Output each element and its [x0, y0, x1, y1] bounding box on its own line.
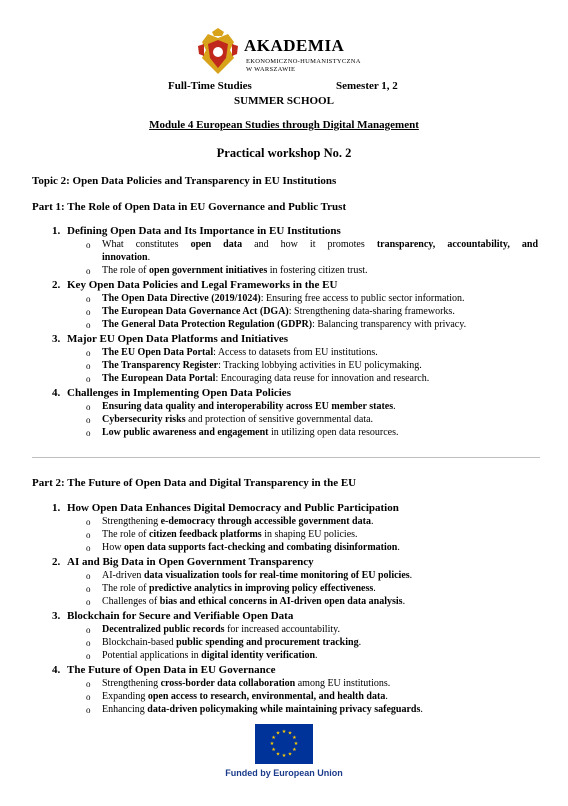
- logo-subtitle-city: W WARSZAWIE: [246, 66, 296, 73]
- p2-s3-b2: Blockchain-based public spending and procurement tracking.: [102, 637, 362, 648]
- p2-s3-num: 3.: [52, 610, 61, 622]
- p1-s3-b1: The EU Open Data Portal: Access to datasets from EU institutions.: [102, 347, 378, 358]
- p1-s3-b2: The Transparency Register: Tracking lobbying activities in EU policymaking.: [102, 360, 422, 371]
- svg-text:★: ★: [275, 730, 281, 737]
- crest-icon: [196, 28, 240, 76]
- bullet-icon: o: [86, 543, 91, 553]
- p2-s1-b2: The role of citizen feedback platforms in shaping EU policies.: [102, 529, 358, 540]
- svg-text:★: ★: [292, 747, 297, 753]
- p2-s2-b1: AI-driven data visualization tools for real-time monitoring of EU policies.: [102, 570, 413, 581]
- p2-s3-b3: Potential applications in digital identity verification.: [102, 650, 318, 661]
- bullet-icon: o: [86, 428, 91, 438]
- bullet-icon: o: [86, 361, 91, 371]
- bullet-icon: o: [86, 638, 91, 648]
- p1-s1-b1: What constitutes open data and how it promotes transparency, accountability, and: [102, 239, 539, 250]
- bullet-icon: o: [86, 584, 91, 594]
- bullet-icon: o: [86, 294, 91, 304]
- p2-s1-b1: Strengthening e-democracy through accessible government data.: [102, 516, 374, 527]
- p1-s4-title: Challenges in Implementing Open Data Policies: [67, 387, 291, 399]
- p2-s2-title: AI and Big Data in Open Government Transparency: [67, 556, 314, 568]
- p1-s1-title: Defining Open Data and Its Importance in EU Institutions: [67, 225, 341, 237]
- bullet-icon: o: [86, 597, 91, 607]
- p2-s4-b2: Expanding open access to research, environmental, and health data.: [102, 691, 388, 702]
- part1-title: Part 1: The Role of Open Data in EU Governance and Public Trust: [32, 201, 347, 213]
- p1-s4-b3: Low public awareness and engagement in utilizing open data resources.: [102, 427, 399, 438]
- p2-s2-num: 2.: [52, 556, 61, 568]
- bullet-icon: o: [86, 307, 91, 317]
- bullet-icon: o: [86, 530, 91, 540]
- bullet-icon: o: [86, 266, 91, 276]
- svg-text:★: ★: [287, 730, 293, 737]
- svg-text:★: ★: [293, 741, 299, 747]
- bullet-icon: o: [86, 320, 91, 330]
- bullet-icon: o: [86, 517, 91, 527]
- p2-s1-title: How Open Data Enhances Digital Democracy and Public Participation: [67, 502, 399, 514]
- p1-s4-b1: Ensuring data quality and interoperability across EU member states.: [102, 401, 396, 412]
- p2-s4-num: 4.: [52, 664, 61, 676]
- bullet-icon: o: [86, 571, 91, 581]
- bullet-icon: o: [86, 374, 91, 384]
- p1-s2-b1: The Open Data Directive (2019/1024): Ensuring free access to public sector information.: [102, 293, 465, 304]
- topic-title: Topic 2: Open Data Policies and Transparency in EU Institutions: [32, 175, 337, 187]
- bullet-icon: o: [86, 348, 91, 358]
- p1-s3-title: Major EU Open Data Platforms and Initiatives: [67, 333, 289, 345]
- bullet-icon: o: [86, 240, 91, 250]
- eu-flag-icon: [255, 724, 313, 764]
- academy-logo: [196, 28, 416, 78]
- svg-text:★: ★: [269, 741, 275, 747]
- p1-s2-b3: The General Data Protection Regulation (GDPR): Balancing transparency with privacy.: [102, 319, 467, 330]
- p2-s3-b1: Decentralized public records for increased accountability.: [102, 624, 340, 635]
- section-divider: [32, 457, 540, 458]
- p2-s4-b3: Enhancing data-driven policymaking while maintaining privacy safeguards.: [102, 704, 423, 715]
- p1-s2-num: 2.: [52, 279, 61, 291]
- p1-s3-num: 3.: [52, 333, 61, 345]
- workshop-title: Practical workshop No. 2: [216, 146, 352, 160]
- bullet-icon: o: [86, 692, 91, 702]
- bullet-icon: o: [86, 625, 91, 635]
- svg-text:★: ★: [275, 751, 281, 758]
- bullet-icon: o: [86, 402, 91, 412]
- bullet-icon: o: [86, 679, 91, 689]
- svg-text:★: ★: [281, 753, 287, 759]
- logo-name: AKADEMIA: [244, 36, 345, 55]
- school-name: SUMMER SCHOOL: [234, 95, 334, 107]
- bullet-icon: o: [86, 415, 91, 425]
- svg-text:★: ★: [287, 751, 293, 758]
- p1-s2-title: Key Open Data Policies and Legal Frameworks in the EU: [67, 279, 338, 291]
- svg-text:★: ★: [292, 735, 297, 741]
- bullet-icon: o: [86, 651, 91, 661]
- p1-s1-num: 1.: [52, 225, 61, 237]
- p1-s1-b1-cont: innovation.: [102, 252, 151, 263]
- study-mode: Full-Time Studies: [168, 80, 252, 92]
- p1-s2-b2: The European Data Governance Act (DGA): Strengthening data-sharing frameworks.: [102, 306, 455, 317]
- p2-s3-title: Blockchain for Secure and Verifiable Open Data: [67, 610, 294, 622]
- p1-s4-b2: Cybersecurity risks and protection of sensitive governmental data.: [102, 414, 374, 425]
- svg-text:★: ★: [271, 747, 276, 753]
- p1-s3-b3: The European Data Portal: Encouraging data reuse for innovation and research.: [102, 373, 430, 384]
- logo-subtitle: EKONOMICZNO-HUMANISTYCZNA: [246, 58, 361, 65]
- module-title: Module 4 European Studies through Digital Management: [149, 119, 419, 131]
- part2-title: Part 2: The Future of Open Data and Digital Transparency in the EU: [32, 477, 357, 489]
- p1-s4-num: 4.: [52, 387, 61, 399]
- p2-s4-title: The Future of Open Data in EU Governance: [67, 664, 276, 676]
- p1-s1-b2: The role of open government initiatives in fostering citizen trust.: [102, 265, 368, 276]
- p2-s2-b3: Challenges of bias and ethical concerns in AI-driven open data analysis.: [102, 596, 406, 607]
- p2-s1-b3: How open data supports fact-checking and combating disinformation.: [102, 542, 400, 553]
- p2-s4-b1: Strengthening cross-border data collaboration among EU institutions.: [102, 678, 391, 689]
- p2-s1-num: 1.: [52, 502, 61, 514]
- p2-s2-b2: The role of predictive analytics in improving policy effectiveness.: [102, 583, 376, 594]
- bullet-icon: o: [86, 705, 91, 715]
- svg-text:★: ★: [281, 729, 287, 735]
- svg-text:★: ★: [271, 735, 276, 741]
- semester: Semester 1, 2: [336, 80, 398, 92]
- funding-statement: Funded by European Union: [225, 768, 343, 778]
